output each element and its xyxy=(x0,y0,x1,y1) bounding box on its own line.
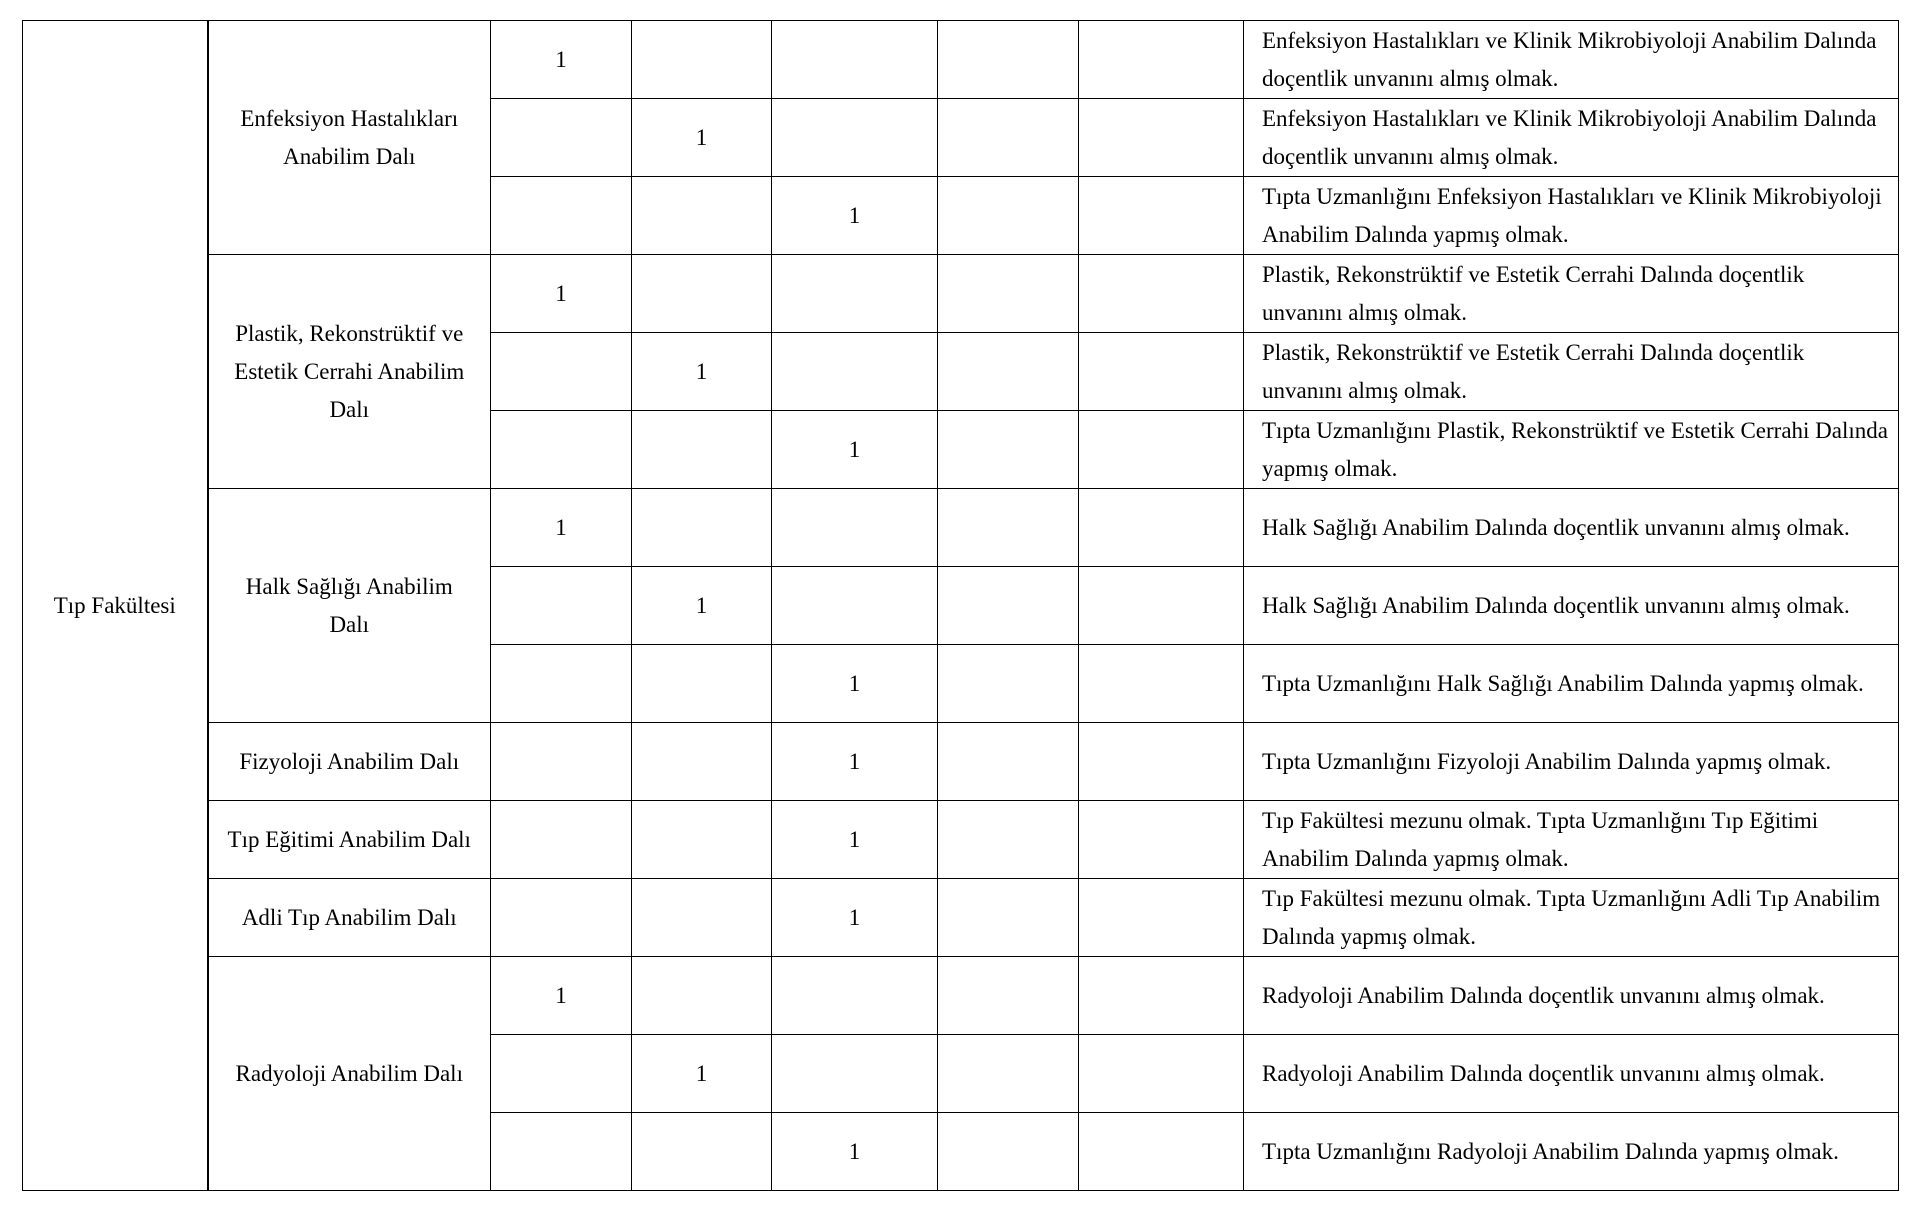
empty-cell xyxy=(632,255,772,333)
table-row xyxy=(23,255,1899,333)
empty-cell xyxy=(632,723,772,801)
department-cell: Enfeksiyon Hastalıkları Anabilim Dalı xyxy=(208,21,491,255)
empty-cell xyxy=(772,333,938,411)
table-row xyxy=(23,801,1899,879)
department-cell: Halk Sağlığı Anabilim Dalı xyxy=(208,489,491,723)
empty-cell xyxy=(938,333,1079,411)
empty-cell xyxy=(491,801,632,879)
requirement-cell: Tıpta Uzmanlığını Radyoloji Anabilim Dalında yapmış olmak. xyxy=(1244,1113,1899,1191)
count-cell: 1 xyxy=(632,1035,772,1113)
count-cell: 1 xyxy=(491,957,632,1035)
table-row xyxy=(23,879,1899,957)
count-cell: 1 xyxy=(491,489,632,567)
count-cell: 1 xyxy=(491,21,632,99)
count-cell: 1 xyxy=(772,1113,938,1191)
empty-cell xyxy=(938,645,1079,723)
requirement-cell: Tıpta Uzmanlığını Halk Sağlığı Anabilim Dalında yapmış olmak. xyxy=(1244,645,1899,723)
department-cell: Radyoloji Anabilim Dalı xyxy=(208,957,491,1191)
requirement-cell: Radyoloji Anabilim Dalında doçentlik unvanını almış olmak. xyxy=(1244,957,1899,1035)
empty-cell xyxy=(632,801,772,879)
positions-table xyxy=(22,20,1899,1191)
empty-cell xyxy=(772,255,938,333)
empty-cell xyxy=(491,879,632,957)
empty-cell xyxy=(1079,1113,1244,1191)
empty-cell xyxy=(1079,489,1244,567)
empty-cell xyxy=(1079,255,1244,333)
empty-cell xyxy=(1079,957,1244,1035)
empty-cell xyxy=(491,1035,632,1113)
empty-cell xyxy=(1079,21,1244,99)
empty-cell xyxy=(938,723,1079,801)
empty-cell xyxy=(772,567,938,645)
empty-cell xyxy=(938,255,1079,333)
faculty-cell: Tıp Fakültesi xyxy=(23,21,208,1191)
empty-cell xyxy=(491,333,632,411)
requirement-cell: Tıpta Uzmanlığını Fizyoloji Anabilim Dalında yapmış olmak. xyxy=(1244,723,1899,801)
requirement-cell: Radyoloji Anabilim Dalında doçentlik unvanını almış olmak. xyxy=(1244,1035,1899,1113)
empty-cell xyxy=(938,879,1079,957)
department-cell: Tıp Eğitimi Anabilim Dalı xyxy=(208,801,491,879)
empty-cell xyxy=(1079,411,1244,489)
empty-cell xyxy=(491,99,632,177)
requirement-cell: Halk Sağlığı Anabilim Dalında doçentlik unvanını almış olmak. xyxy=(1244,567,1899,645)
requirement-cell: Halk Sağlığı Anabilim Dalında doçentlik unvanını almış olmak. xyxy=(1244,489,1899,567)
empty-cell xyxy=(491,723,632,801)
requirement-cell: Plastik, Rekonstrüktif ve Estetik Cerrahi Dalında doçentlik unvanını almış olmak. xyxy=(1244,333,1899,411)
empty-cell xyxy=(938,489,1079,567)
table-row xyxy=(23,21,1899,99)
count-cell: 1 xyxy=(772,411,938,489)
empty-cell xyxy=(938,411,1079,489)
empty-cell xyxy=(1079,1035,1244,1113)
empty-cell xyxy=(938,801,1079,879)
requirement-cell: Tıpta Uzmanlığını Plastik, Rekonstrüktif ve Estetik Cerrahi Dalında yapmış olmak. xyxy=(1244,411,1899,489)
empty-cell xyxy=(1079,99,1244,177)
empty-cell xyxy=(938,957,1079,1035)
empty-cell xyxy=(491,645,632,723)
empty-cell xyxy=(938,21,1079,99)
empty-cell xyxy=(491,567,632,645)
department-cell: Fizyoloji Anabilim Dalı xyxy=(208,723,491,801)
empty-cell xyxy=(632,957,772,1035)
count-cell: 1 xyxy=(632,333,772,411)
empty-cell xyxy=(632,645,772,723)
empty-cell xyxy=(772,957,938,1035)
empty-cell xyxy=(1079,723,1244,801)
empty-cell xyxy=(938,177,1079,255)
empty-cell xyxy=(632,1113,772,1191)
count-cell: 1 xyxy=(772,801,938,879)
empty-cell xyxy=(938,567,1079,645)
requirement-cell: Enfeksiyon Hastalıkları ve Klinik Mikrobiyoloji Anabilim Dalında doçentlik unvanını almış olmak. xyxy=(1244,21,1899,99)
empty-cell xyxy=(632,879,772,957)
empty-cell xyxy=(1079,879,1244,957)
empty-cell xyxy=(632,489,772,567)
department-cell: Adli Tıp Anabilim Dalı xyxy=(208,879,491,957)
empty-cell xyxy=(491,177,632,255)
empty-cell xyxy=(491,411,632,489)
count-cell: 1 xyxy=(632,99,772,177)
empty-cell xyxy=(772,21,938,99)
department-cell: Plastik, Rekonstrüktif ve Estetik Cerrahi Anabilim Dalı xyxy=(208,255,491,489)
empty-cell xyxy=(938,99,1079,177)
requirement-cell: Enfeksiyon Hastalıkları ve Klinik Mikrobiyoloji Anabilim Dalında doçentlik unvanını almış olmak. xyxy=(1244,99,1899,177)
requirement-cell: Tıp Fakültesi mezunu olmak. Tıpta Uzmanlığını Adli Tıp Anabilim Dalında yapmış olmak. xyxy=(1244,879,1899,957)
empty-cell xyxy=(938,1035,1079,1113)
table-row xyxy=(23,489,1899,567)
empty-cell xyxy=(1079,645,1244,723)
count-cell: 1 xyxy=(772,723,938,801)
empty-cell xyxy=(772,99,938,177)
empty-cell xyxy=(632,21,772,99)
empty-cell xyxy=(1079,333,1244,411)
empty-cell xyxy=(491,1113,632,1191)
empty-cell xyxy=(1079,801,1244,879)
count-cell: 1 xyxy=(491,255,632,333)
empty-cell xyxy=(632,411,772,489)
empty-cell xyxy=(772,1035,938,1113)
empty-cell xyxy=(1079,177,1244,255)
requirement-cell: Plastik, Rekonstrüktif ve Estetik Cerrahi Dalında doçentlik unvanını almış olmak. xyxy=(1244,255,1899,333)
table-row xyxy=(23,723,1899,801)
table-row xyxy=(23,957,1899,1035)
count-cell: 1 xyxy=(772,879,938,957)
count-cell: 1 xyxy=(772,177,938,255)
requirement-cell: Tıp Fakültesi mezunu olmak. Tıpta Uzmanlığını Tıp Eğitimi Anabilim Dalında yapmış olmak. xyxy=(1244,801,1899,879)
count-cell: 1 xyxy=(632,567,772,645)
empty-cell xyxy=(772,489,938,567)
count-cell: 1 xyxy=(772,645,938,723)
empty-cell xyxy=(938,1113,1079,1191)
requirement-cell: Tıpta Uzmanlığını Enfeksiyon Hastalıkları ve Klinik Mikrobiyoloji Anabilim Dalında yapmış olmak. xyxy=(1244,177,1899,255)
empty-cell xyxy=(1079,567,1244,645)
empty-cell xyxy=(632,177,772,255)
